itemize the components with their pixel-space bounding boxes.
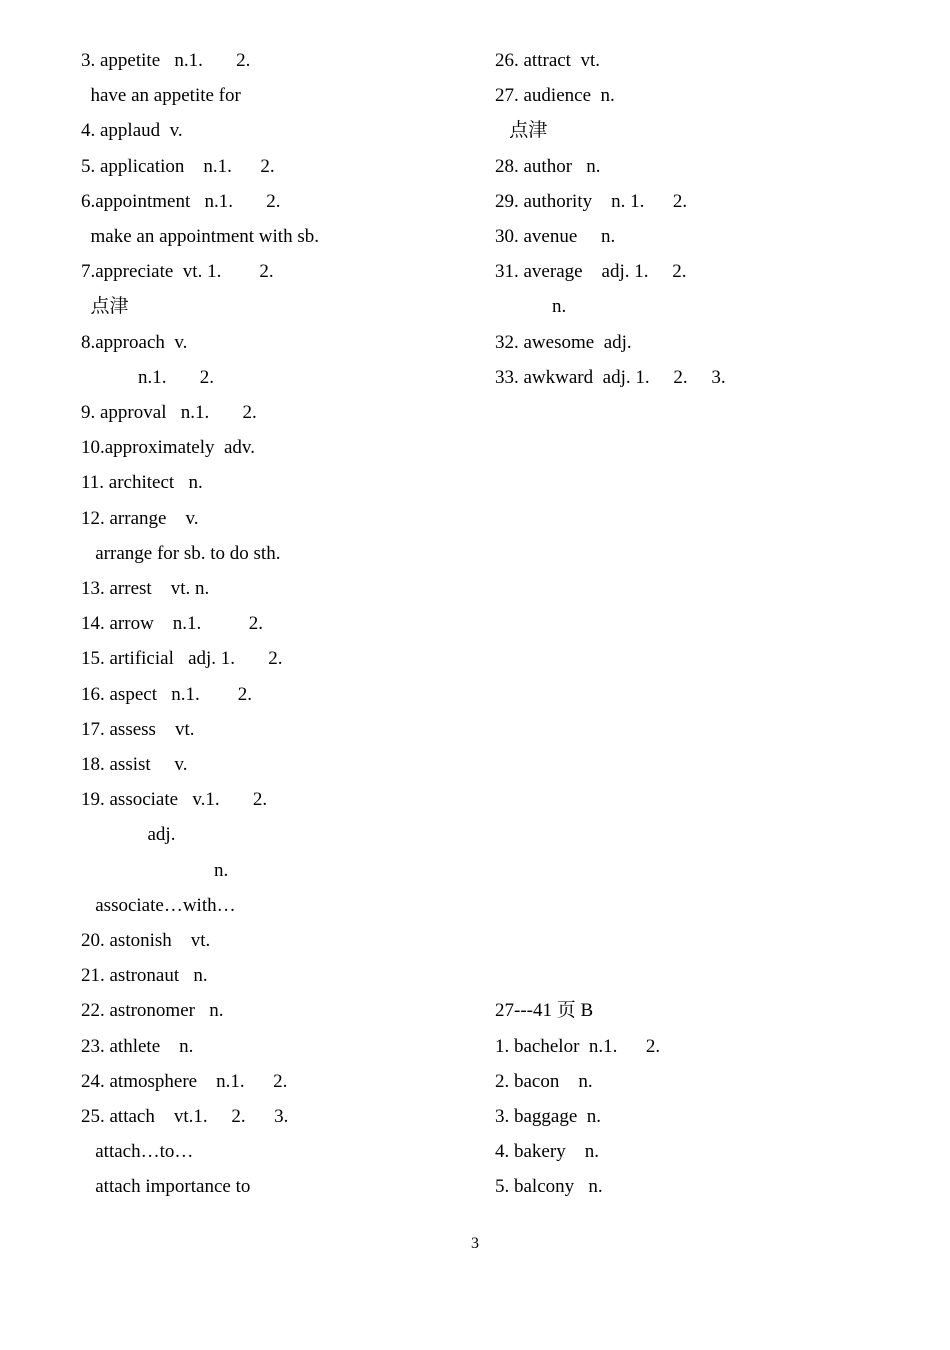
vocab-entry-line: have an appetite for [81, 85, 241, 107]
vocab-entry-line: 5. balcony n. [495, 1176, 603, 1198]
vocab-entry-line: 5. application n.1. 2. [81, 155, 275, 177]
vocab-entry-line: 11. architect n. [81, 472, 203, 494]
vocab-entry-line: 33. awkward adj. 1. 2. 3. [495, 366, 726, 388]
vocab-entry-line: 8.approach v. [81, 331, 188, 353]
vocab-entry-line: 28. author n. [495, 155, 601, 177]
vocab-entry-line: 21. astronaut n. [81, 965, 208, 987]
vocab-entry-line: 25. attach vt.1. 2. 3. [81, 1106, 289, 1127]
section-heading: 27---41 页 B [495, 1000, 594, 1022]
vocab-entry-line: n. [495, 296, 567, 318]
vocab-entry-line: 6.appointment n.1. 2. [81, 190, 281, 212]
vocab-entry-line: adj. [81, 824, 176, 846]
vocab-entry-line: make an appointment with sb. [81, 226, 319, 247]
vocab-entry-line: attach…to… [81, 1141, 194, 1163]
vocab-entry-line: 15. artificial adj. 1. 2. [81, 648, 283, 670]
vocab-entry-line: 18. assist v. [81, 754, 188, 775]
vocab-entry-line: 29. authority n. 1. 2. [495, 190, 688, 212]
vocab-entry-line: 16. aspect n.1. 2. [81, 683, 252, 705]
vocab-entry-line: 32. awesome adj. [495, 331, 632, 353]
vocab-entry-line: 2. bacon n. [495, 1070, 593, 1092]
vocab-entry-line: n.1. 2. [81, 366, 214, 388]
vocab-entry-line: arrange for sb. to do sth. [81, 542, 281, 564]
vocab-entry-line: 23. athlete n. [81, 1035, 194, 1057]
vocab-entry-line: 3. baggage n. [495, 1106, 602, 1127]
vocab-entry-line: 7.appreciate vt. 1. 2. [81, 261, 274, 283]
vocab-entry-line: associate…with… [81, 894, 236, 916]
vocab-entry-line: n. [81, 859, 229, 881]
vocab-entry-line: 19. associate v.1. 2. [81, 789, 268, 811]
vocab-entry-line: 17. assess vt. [81, 718, 195, 740]
vocab-entry-line: 1. bachelor n.1. 2. [495, 1035, 661, 1057]
vocab-entry-line: 22. astronomer n. [81, 1000, 224, 1022]
vocab-entry-line: 10.approximately adv. [81, 437, 255, 459]
vocab-entry-line: 12. arrange v. [81, 507, 199, 529]
vocab-entry-line: 31. average adj. 1. 2. [495, 261, 687, 283]
vocab-entry-line: 点津 [81, 296, 129, 318]
vocab-entry-line: 14. arrow n.1. 2. [81, 613, 264, 635]
vocab-entry-line: 4. bakery n. [495, 1141, 599, 1163]
vocab-entry-line: 4. applaud v. [81, 120, 183, 142]
vocab-entry-line: 20. astonish vt. [81, 930, 211, 951]
vocab-entry-line: 13. arrest vt. n. [81, 578, 210, 599]
page-number: 3 [471, 1235, 479, 1252]
vocab-entry-line: 26. attract vt. [495, 50, 600, 71]
vocab-entry-line: 点津 [495, 120, 548, 142]
vocab-entry-line: attach importance to [81, 1176, 251, 1198]
vocab-entry-line: 24. atmosphere n.1. 2. [81, 1070, 288, 1092]
vocab-entry-line: 9. approval n.1. 2. [81, 402, 257, 423]
vocab-entry-line: 27. audience n. [495, 85, 615, 107]
vocab-entry-line: 3. appetite n.1. 2. [81, 50, 251, 71]
vocab-entry-line: 30. avenue n. [495, 226, 616, 247]
